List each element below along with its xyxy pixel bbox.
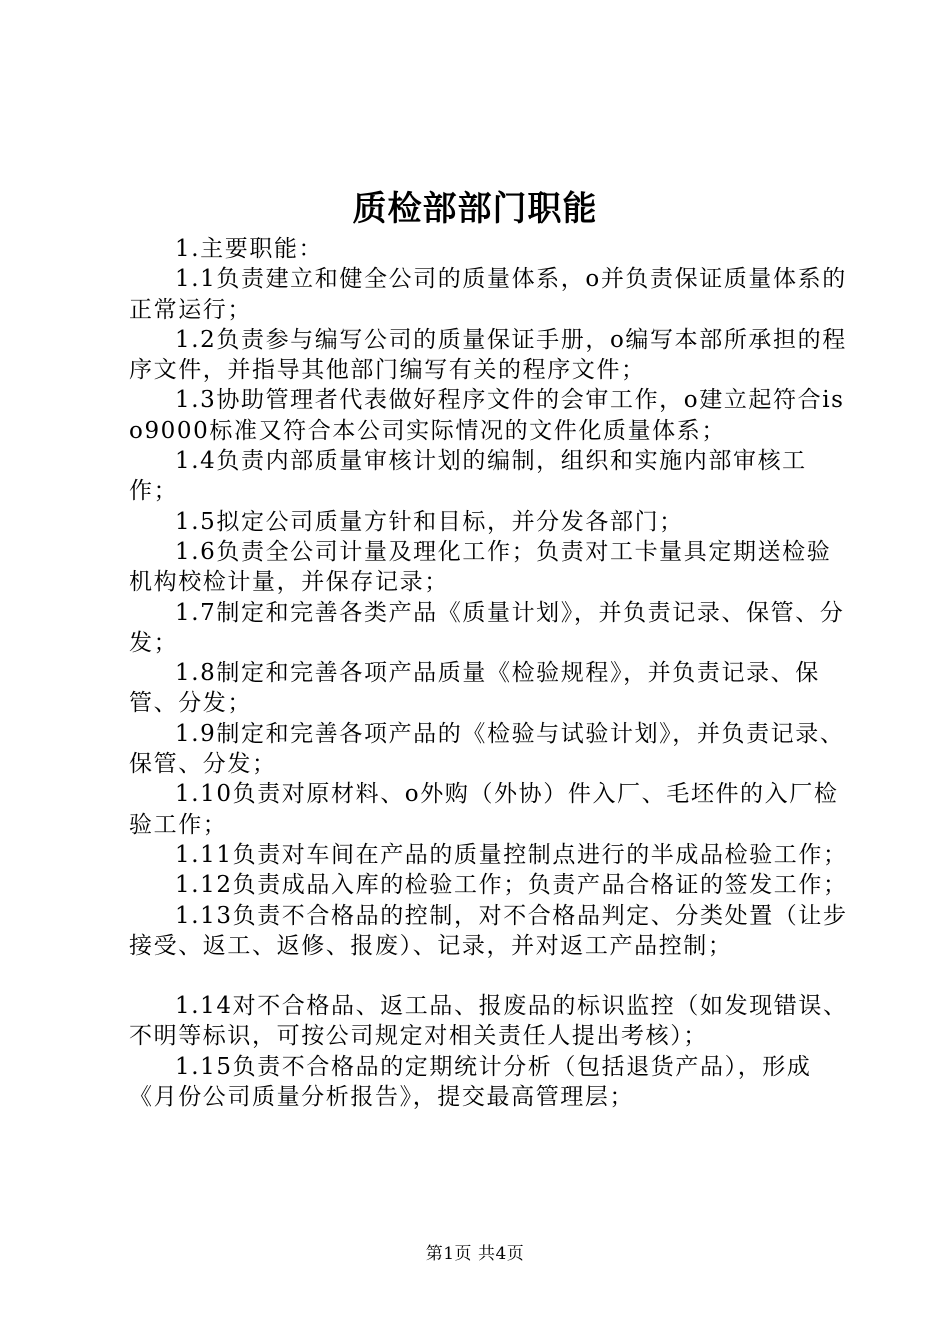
- section-heading: 1.主要职能：: [175, 236, 324, 262]
- duty-paragraph: 1.4负责内部质量审核计划的编制，组织和实施内部审核工作；: [129, 448, 807, 505]
- duty-paragraph: 1.10负责对原材料、o外购（外协）件入厂、毛坯件的入厂检验工作；: [129, 781, 839, 838]
- page-number-footer: 第1页 共4页: [425, 1244, 525, 1264]
- document-body: [129, 234, 849, 1112]
- duty-paragraph: 1.15负责不合格品的定期统计分析（包括退货产品），形成《月份公司质量分析报告》，提交最高管理层；: [129, 1053, 812, 1111]
- duty-paragraph: 1.2负责参与编写公司的质量保证手册，o编写本部所承担的程序文件，并指导其他部门编写有关的程序文件；: [129, 326, 847, 384]
- duty-paragraph: 1.11负责对车间在产品的质量控制点进行的半成品检验工作；: [175, 841, 848, 868]
- duty-paragraph: 1.6负责全公司计量及理化工作；负责对工卡量具定期送检验机构校检计量，并保存记录；: [129, 538, 832, 596]
- duty-paragraph: 1.5拟定公司质量方针和目标，并分发各部门；: [175, 508, 684, 535]
- duty-paragraph: 1.9制定和完善各项产品的《检验与试验计划》，并负责记录、保管、分发；: [129, 720, 845, 778]
- duty-paragraph: 1.12负责成品入库的检验工作；负责产品合格证的签发工作；: [175, 872, 848, 899]
- duty-paragraph: 1.14对不合格品、返工品、报废品的标识监控（如发现错误、不明等标识，可按公司规定对相关责任人提出考核）；: [129, 993, 848, 1050]
- document-title: 质检部部门职能: [352, 189, 598, 229]
- duty-paragraph: 1.7制定和完善各类产品《质量计划》，并负责记录、保管、分发；: [129, 599, 845, 656]
- duty-paragraph: 1.8制定和完善各项产品质量《检验规程》，并负责记录、保管、分发；: [129, 660, 820, 717]
- duty-paragraph: 1.1负责建立和健全公司的质量体系，o并负责保证质量体系的正常运行；: [129, 266, 847, 323]
- duty-paragraph: 1.13负责不合格品的控制，对不合格品判定、分类处置（让步接受、返工、返修、报废）、记录，并对返工产品控制；: [129, 902, 848, 959]
- duty-paragraph: 1.3协助管理者代表做好程序文件的会审工作，o建立起符合iso9000标准又符合本公司实际情况的文件化质量体系；: [129, 387, 845, 444]
